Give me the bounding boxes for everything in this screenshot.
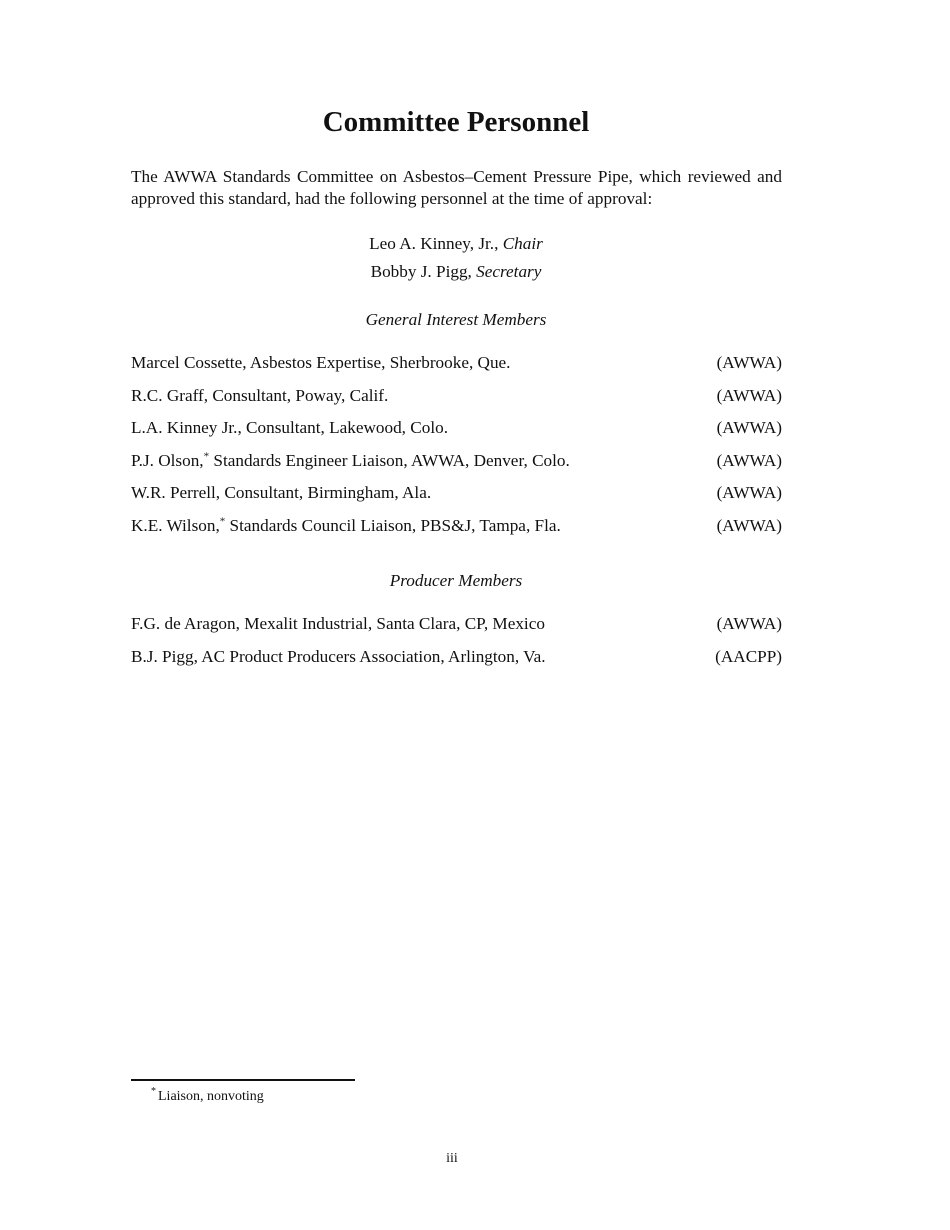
- member-name: [131, 515, 561, 537]
- member-name: [131, 450, 570, 472]
- general-interest-members: [131, 352, 782, 548]
- officer-chair: [0, 230, 912, 258]
- footnote: [151, 1088, 264, 1106]
- member-name-part: Standards Council Liaison, PBS&J, Tampa, Fla.: [225, 515, 561, 535]
- footnote-reference-mark: *: [219, 515, 226, 528]
- officers-block: [0, 230, 912, 286]
- member-organization: (AWWA): [716, 450, 782, 470]
- member-row: [131, 450, 782, 483]
- producer-members: [131, 613, 782, 678]
- footnote-reference-mark: *: [203, 450, 210, 463]
- officer-role: Chair: [502, 234, 543, 253]
- member-name: R.C. Graff, Consultant, Poway, Calif.: [131, 385, 389, 405]
- member-row: [131, 352, 782, 385]
- member-organization: (AWWA): [716, 353, 782, 372]
- member-row: [131, 515, 782, 548]
- member-row: [131, 646, 782, 679]
- officer-name: Bobby J. Pigg,: [370, 262, 477, 281]
- member-name: F.G. de Aragon, Mexalit Industrial, Santa Clara, CP, Mexico: [131, 614, 545, 633]
- intro-paragraph: The AWWA Standards Committee on Asbestos–Cement Pressure Pipe, which reviewed and approved this standard, had the following personnel at the time of approval:: [131, 167, 782, 208]
- member-row: [131, 482, 782, 515]
- page-number: iii: [446, 1151, 458, 1166]
- member-name: L.A. Kinney Jr., Consultant, Lakewood, Colo.: [131, 418, 448, 438]
- member-organization: (AACPP): [715, 646, 782, 666]
- member-row: [131, 385, 782, 418]
- member-name-part: P.J. Olson,: [131, 450, 204, 470]
- officer-secretary: [0, 258, 912, 286]
- officer-name: Leo A. Kinney, Jr.,: [369, 234, 503, 253]
- footnote-text: Liaison, nonvoting: [158, 1089, 264, 1104]
- member-name-part: Standards Engineer Liaison, AWWA, Denver, Colo.: [209, 450, 570, 470]
- page-title: Committee Personnel: [322, 106, 590, 138]
- footnote-divider: [131, 1079, 355, 1081]
- member-name-part: K.E. Wilson,: [131, 515, 220, 535]
- member-organization: (AWWA): [716, 614, 782, 633]
- member-name: W.R. Perrell, Consultant, Birmingham, Ala.: [131, 483, 432, 503]
- producer-members-heading: Producer Members: [389, 571, 523, 590]
- member-organization: (AWWA): [716, 515, 782, 535]
- member-name: Marcel Cossette, Asbestos Expertise, Sherbrooke, Que.: [131, 353, 511, 372]
- officer-role: Secretary: [476, 262, 542, 281]
- member-organization: (AWWA): [716, 483, 782, 503]
- member-name: B.J. Pigg, AC Product Producers Association, Arlington, Va.: [131, 646, 546, 666]
- member-row: [131, 613, 782, 646]
- member-organization: (AWWA): [716, 418, 782, 438]
- general-interest-heading: General Interest Members: [365, 310, 547, 329]
- member-row: [131, 417, 782, 450]
- footnote-mark: *: [151, 1086, 156, 1098]
- member-organization: (AWWA): [716, 385, 782, 405]
